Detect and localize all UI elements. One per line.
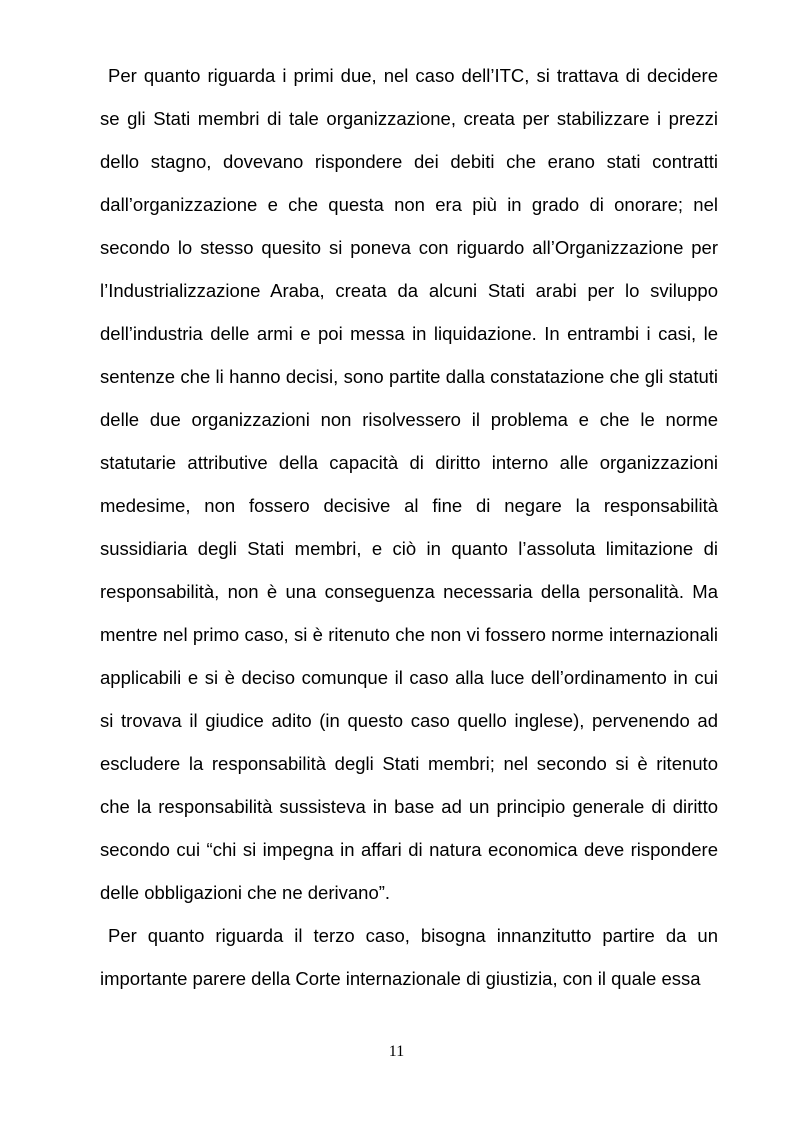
body-text (100, 54, 718, 1000)
paragraph-1: Per quanto riguarda i primi due, nel caso dell’ITC, si trattava di decidere se gli Stati membri di tale organizzazione, creata per stabilizzare i prezzi dello stagno, dovevano rispondere dei debiti che erano stati contratti dall’organizzazione e che questa non era più in grado di onorare; nel secondo lo stesso quesito si poneva con riguardo all’Organizzazione per l’Industrializzazione Araba, creata da alcuni Stati arabi per lo sviluppo dell’industria delle armi e poi messa in liquidazione. In entrambi i casi, le sentenze che li hanno decisi, sono partite dalla constatazione che gli statuti delle due organizzazioni non risolvessero il problema e che le norme statutarie attributive della capacità di diritto interno alle organizzazioni medesime, non fossero decisive al fine di negare la responsabilità sussidiaria degli Stati membri, e ciò in quanto l’assoluta limitazione di responsabilità, non è una conseguenza necessaria della personalità. Ma mentre nel primo caso, si è ritenuto che non vi fossero norme internazionali applicabili e si è deciso comunque il caso alla luce dell’ordinamento in cui si trovava il giudice adito (in questo caso quello inglese), pervenendo ad escludere la responsabilità degli Stati membri; nel secondo si è ritenuto che la responsabilità sussisteva in base ad un principio generale di diritto secondo cui “chi si impegna in affari di natura economica deve rispondere delle obbligazioni che ne derivano”. (100, 65, 718, 903)
page-number: 11 (388, 1043, 405, 1060)
paragraph-2: Per quanto riguarda il terzo caso, bisogna innanzitutto partire da un importante parere della Corte internazionale di giustizia, con il quale essa (100, 925, 718, 989)
